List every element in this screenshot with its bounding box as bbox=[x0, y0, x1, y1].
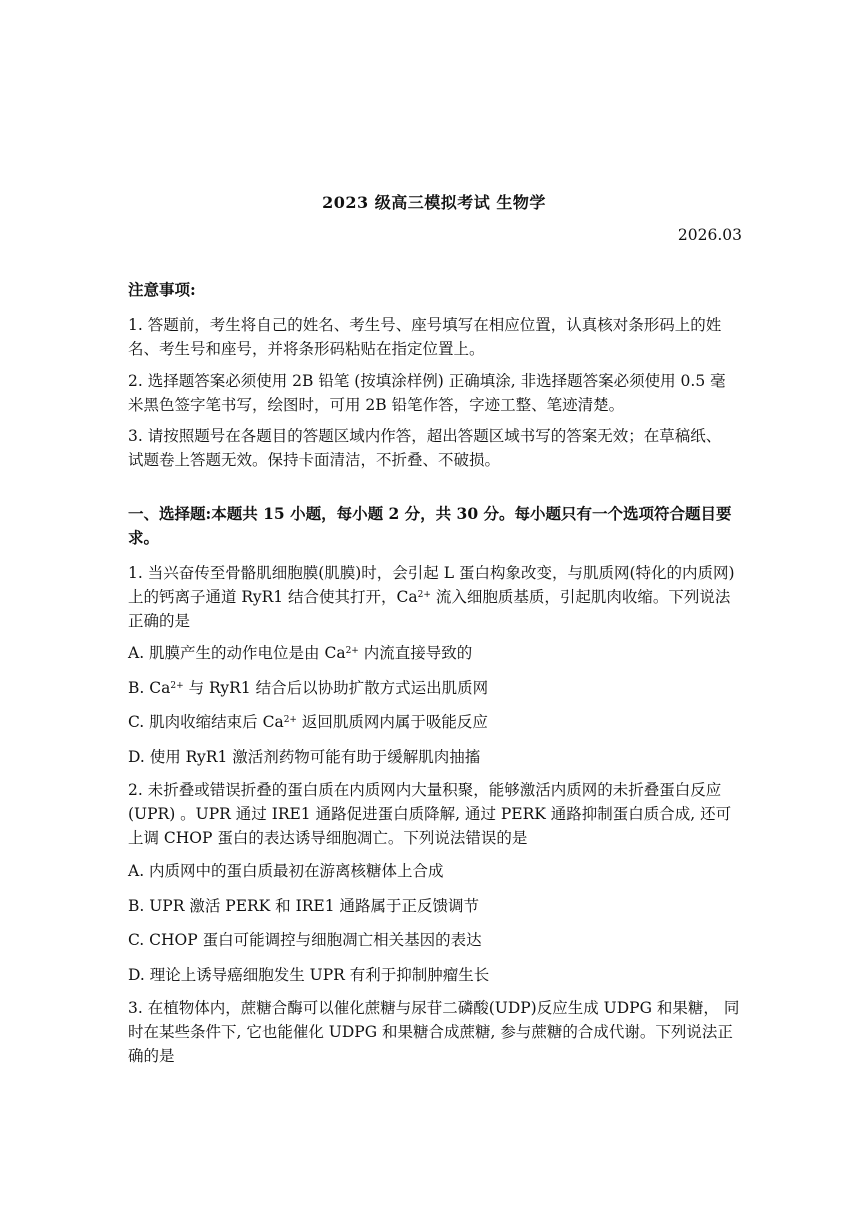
question-2-option-c: C. CHOP 蛋白可能调控与细胞凋亡相关基因的表达 bbox=[128, 931, 482, 949]
note-item-2: 2. 选择题答案必须使用 2B 铅笔 (按填涂样例) 正确填涂, 非选择题答案必须使用 0.5 毫米黑色签字笔书写，绘图时，可用 2B 铅笔作答，字迹工整、笔迹清楚。 bbox=[128, 372, 726, 414]
exam-date: 2026.03 bbox=[677, 226, 742, 244]
question-1-option-c: C. 肌肉收缩结束后 $Ca^{2+}$ 返回肌质网内属于吸能反应 bbox=[128, 713, 488, 731]
question-2-option-b: B. UPR 激活 PERK 和 IRE1 通路属于正反馈调节 bbox=[128, 897, 480, 915]
question-1-option-a: A. 肌膜产生的动作电位是由 $Ca^{2+}$ 内流直接导致的 bbox=[128, 644, 473, 662]
exam-title: 2023 级高三模拟考试 生物学 bbox=[322, 193, 546, 212]
note-item-1: 1. 答题前，考生将自己的姓名、考生号、座号填写在相应位置，认真核对条形码上的姓名、考生号和座号，并将条形码粘贴在指定位置上。 bbox=[128, 316, 722, 358]
question-2-stem: 2. 未折叠或错误折叠的蛋白质在内质网内大量积聚，能够激活内质网的未折叠蛋白反应 (UPR) 。UPR 通过 IRE1 通路促进蛋白质降解, 通过 PERK 通路抑制蛋白质合成, 还可上调 CHOP 蛋白的表达诱导细胞凋亡。下列说法错误的是 bbox=[128, 781, 732, 847]
question-1-option-d: D. 使用 RyR1 激活剂药物可能有助于缓解肌肉抽搐 bbox=[128, 748, 481, 766]
question-1-option-b: B. $Ca^{2+}$ 与 RyR1 结合后以协助扩散方式运出肌质网 bbox=[128, 679, 489, 697]
section-heading: 一、选择题:本题共 15 小题，每小题 2 分，共 30 分。每小题只有一个选项符合题目要求。 bbox=[128, 504, 732, 547]
question-2-option-d: D. 理论上诱导癌细胞发生 UPR 有利于抑制肿瘤生长 bbox=[128, 966, 490, 984]
notes-heading: 注意事项: bbox=[128, 280, 196, 299]
question-1-stem: 1. 当兴奋传至骨骼肌细胞膜(肌膜)时，会引起 L 蛋白构象改变，与肌质网(特化的内质网)上的钙离子通道 RyR1 结合使其打开，$Ca^{2+}$ 流入细胞质基质，引起肌肉收缩。下列说法正确的是 bbox=[128, 564, 735, 630]
note-item-3: 3. 请按照题号在各题目的答题区域内作答，超出答题区域书写的答案无效；在草稿纸、 试题卷上答题无效。保持卡面清洁，不折叠、不破损。 bbox=[128, 427, 722, 469]
question-3-stem: 3. 在植物体内，蔗糖合酶可以催化蔗糖与尿苷二磷酸(UDP)反应生成 UDPG 和果糖， 同时在某些条件下, 它也能催化 UDPG 和果糖合成蔗糖, 参与蔗糖的合成代谢。下列说法正确的是 bbox=[128, 999, 740, 1065]
question-2-option-a: A. 内质网中的蛋白质最初在游离核糖体上合成 bbox=[128, 862, 444, 880]
